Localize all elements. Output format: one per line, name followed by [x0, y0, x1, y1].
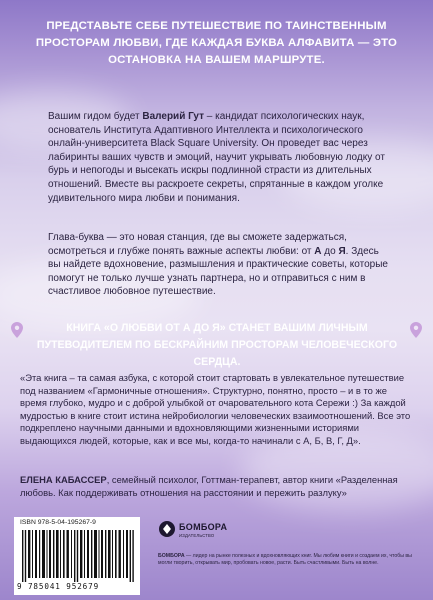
review-quote: «Эта книга – та самая азбука, с которой стоит стартовать в увлекательное путешествие под названием «Гармоничные отношения». Структурно, понятно, просто – и в то же время глубоко, мудро и с доброй улыбкой от очаровательного кота Сережи :) За каждой мудростью в книге стоит истина нейробиологии человеческих взаимоотношений. Все это подкреплено научными данными и вдохновляющими жизненными историями выдающихся людей, которые, как и все мы, когда-то начинали с А, Б, В, Г, Д».: [20, 372, 411, 446]
author-name: Валерий Гут: [142, 111, 204, 122]
publisher-note: [158, 553, 416, 566]
paragraph-rest: – кандидат психологических наук, основатель Института Адаптивного Интеллекта и психологического онлайн-университета Black Square University. Он проведет вас через лабиринты ваших чувств и эмоций, научит укрывать любовную лодку от бурь и непогоды и высекать искры подлинной страсти из длительных отношений. Вместе вы раскроете секреты, спрятанные в каждом уголке удивительного мира любви и понимания.: [48, 111, 385, 204]
review-author: [20, 474, 415, 499]
publisher-text: — лидер на рынке полезных и вдохновляющих книг. Мы любим книги и создаем их, чтобы вы могли творить, открывать мир, пробовать новое, расти. Быть счастливыми. Быть на волне.: [158, 553, 412, 566]
bombora-logo-icon: [158, 520, 176, 538]
logo-subtitle: ИЗДАТЕЛЬСТВО: [179, 533, 215, 538]
paragraph-end: . Здесь вы найдете вдохновение, размышления и практические советы, которые помогут не только лучше узнать партнера, но и отправиться с ним в счастливое любовное путешествие.: [48, 245, 388, 298]
paragraph-prefix: Вашим гидом будет: [48, 111, 143, 122]
review-author-name: ЕЛЕНА КАБАССЕР: [20, 474, 107, 485]
barcode-digits: 9 785041 952679: [17, 582, 100, 591]
paragraph-start: Глава-буква — это новая станция, где вы сможете задержаться, осмотреться и глубже понять важные аспекты любви: от: [48, 232, 347, 257]
publisher-name: БОМБОРА: [158, 553, 185, 559]
map-pin-icon: [410, 322, 422, 338]
letter-ya: Я: [338, 245, 346, 257]
review-author-description: , семейный психолог, Готтман-терапевт, автор книги «Разделенная любовь. Как поддерживать отношения на расстоянии и пережить разлуку»: [20, 474, 398, 498]
paragraph-author-intro: [48, 110, 388, 205]
barcode: [14, 517, 140, 595]
paragraph-chapters: [48, 231, 388, 299]
bombora-logo: [158, 520, 228, 550]
isbn: ISBN 978-5-04-195267-9: [20, 519, 96, 526]
paragraph-mid: до: [321, 245, 339, 257]
letter-a: А: [314, 245, 322, 257]
map-pin-icon: [11, 322, 23, 338]
barcode-bars: [22, 530, 134, 582]
headline: ПРЕДСТАВЬТЕ СЕБЕ ПУТЕШЕСТВИЕ ПО ТАИНСТВЕННЫМ ПРОСТОРАМ ЛЮБВИ, ГДЕ КАЖДАЯ БУКВА АЛФАВИТА — ЭТО ОСТАНОВКА НА ВАШЕМ МАРШРУТЕ.: [35, 20, 398, 66]
banner-statement: КНИГА «О ЛЮБВИ ОТ А ДО Я» СТАНЕТ ВАШИМ ЛИЧНЫМ ПУТЕВОДИТЕЛЕМ ПО БЕСКРАЙНИМ ПРОСТОРАМ ЧЕЛОВЕЧЕСКОГО СЕРДЦА.: [36, 322, 398, 368]
logo-name: БОМБОРА: [179, 522, 228, 532]
